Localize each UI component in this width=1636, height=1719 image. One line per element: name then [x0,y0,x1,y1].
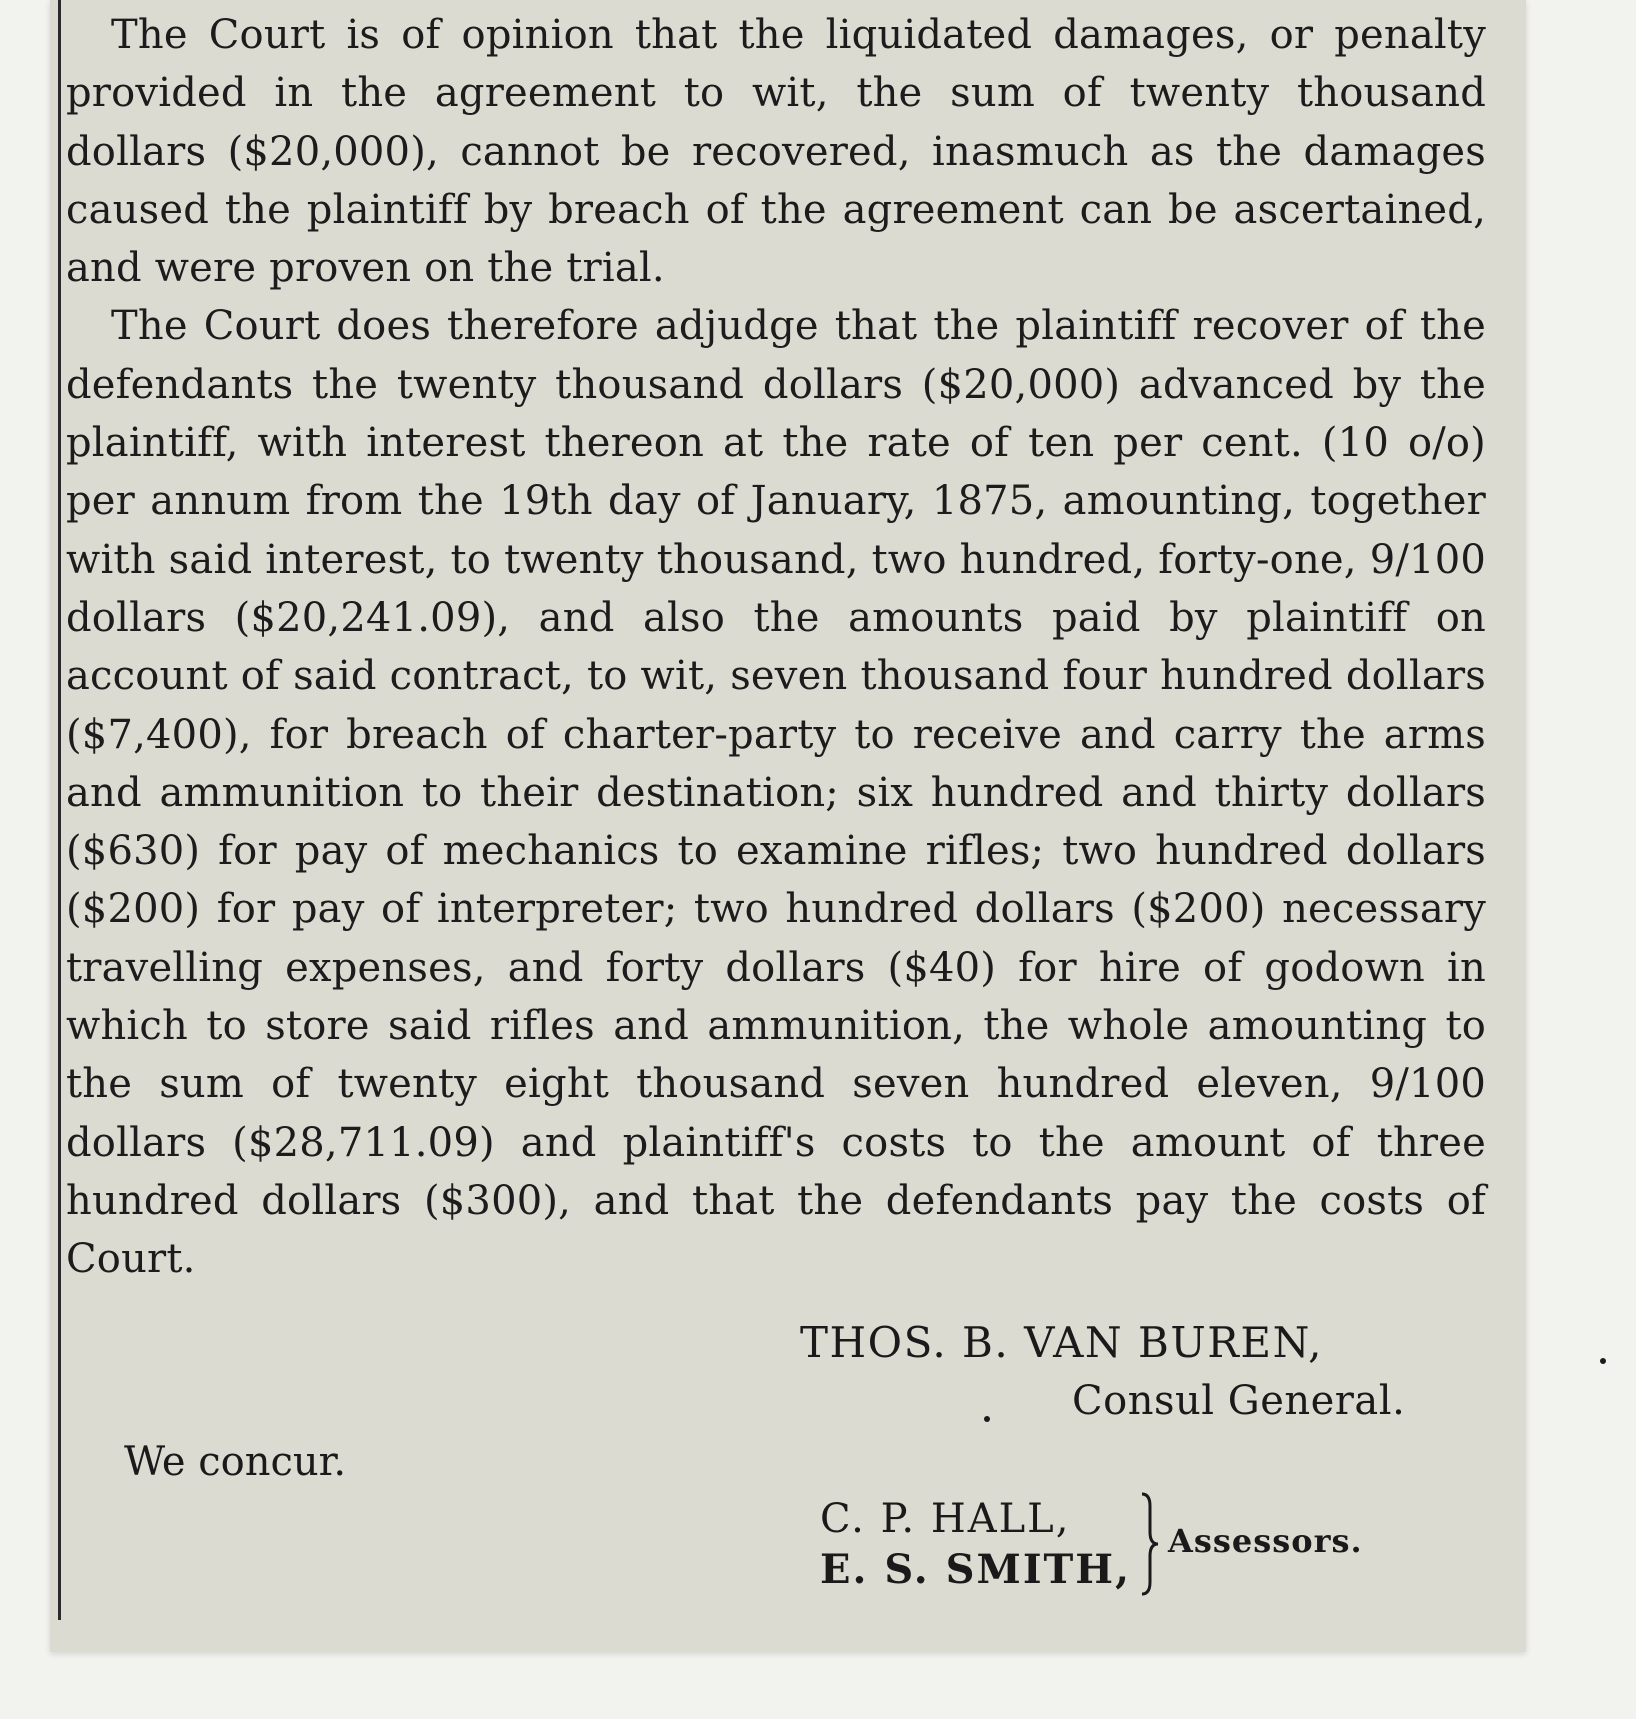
paragraph-penalty-opinion: The Court is of opinion that the liquidated damages, or penalty provided in the agreement to wit, the sum of twenty thousand dollars ($20,000), cannot be recovered, inasmuch as the damages caused the plaintiff by breach of the agreement can be ascertained, and were proven on the trial. [66,12,1486,292]
assessor-name-smith: E. S. SMITH, [820,1546,1132,1593]
ruling-text [66,6,1486,1289]
ink-speck [984,1416,990,1422]
ink-speck [1600,1358,1606,1364]
concurrence-line: We concur. [124,1439,347,1485]
consul-signature-name: THOS. B. VAN BUREN, [800,1318,1323,1367]
paragraph-judgment: The Court does therefore adjudge that the plaintiff recover of the defendants the twenty thousand dollars ($20,000) advanced by the plaintiff, with interest thereon at the rate of ten per cent. (10 o/o) per annum from the 19th day of January, 1875, amounting, together with said interest, to twenty thousand, two hundred, forty-one, 9/100 dollars ($20,241.09), and also the amounts paid by plaintiff on account of said contract, to wit, seven thousand four hundred dollars ($7,400), for breach of charter-party to receive and carry the arms and ammunition to their destination; six hundred and thirty dollars ($630) for pay of mechanics to examine rifles; two hundred dollars ($200) for pay of interpreter; two hundred dollars ($200) necessary travelling expenses, and forty dollars ($40) for hire of godown in which to store said rifles and ammunition, the whole amounting to the sum of twenty eight thousand seven hundred eleven, 9/100 dollars ($28,711.09) and plaintiff's costs to the amount of three hundred dollars ($300), and that the defendants pay the costs of Court. [66,303,1486,1283]
assessor-name-hall: C. P. HALL, [820,1496,1071,1542]
curly-brace-icon [1138,1492,1160,1596]
assessors-label: Assessors. [1168,1522,1363,1560]
column-rule [58,0,61,1620]
consul-signature-title: Consul General. [1072,1378,1406,1424]
newspaper-clipping [50,0,1526,1652]
